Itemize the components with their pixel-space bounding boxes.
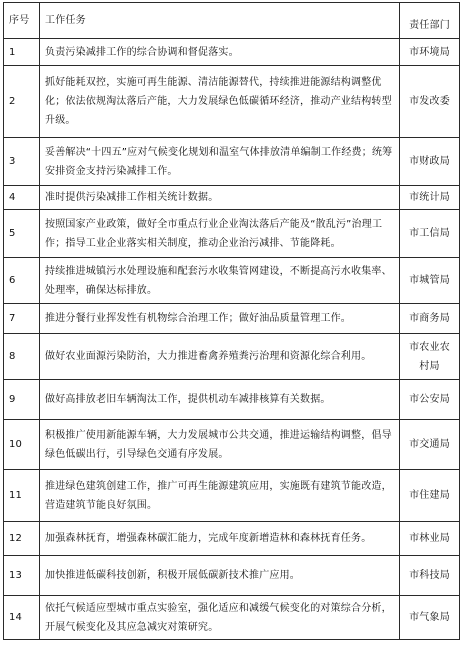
row-num: 6 xyxy=(4,258,40,304)
table-row xyxy=(4,556,460,596)
table-row xyxy=(4,596,460,640)
row-task: 准时提供污染减排工作相关统计数据。 xyxy=(40,186,400,210)
row-dept: 市环境局 xyxy=(400,39,460,66)
row-dept: 市统计局 xyxy=(400,186,460,210)
row-task: 加快推进低碳科技创新，积极开展低碳新技术推广应用。 xyxy=(40,556,400,596)
row-num: 2 xyxy=(4,66,40,138)
row-num: 7 xyxy=(4,304,40,334)
row-dept: 市住建局 xyxy=(400,470,460,522)
table-row xyxy=(4,210,460,258)
row-task: 抓好能耗双控，实施可再生能源、清洁能源替代，持续推进能源结构调整优化；依法依规淘汰落后产能，大力发展绿色低碳循环经济，推动产业结构转型升级。 xyxy=(40,66,400,138)
table-row xyxy=(4,470,460,522)
row-num: 13 xyxy=(4,556,40,596)
header-task: 工作任务 xyxy=(40,3,400,39)
table-row xyxy=(4,420,460,470)
row-task: 推进绿色建筑创建工作，推广可再生能源建筑应用，实施既有建筑节能改造，营造建筑节能良好氛围。 xyxy=(40,470,400,522)
table-row xyxy=(4,380,460,420)
row-num: 1 xyxy=(4,39,40,66)
row-num: 8 xyxy=(4,334,40,380)
row-dept: 市商务局 xyxy=(400,304,460,334)
table-row xyxy=(4,304,460,334)
task-responsibility-table xyxy=(3,2,460,640)
row-task: 妥善解决“十四五”应对气候变化规划和温室气体排放清单编制工作经费；统筹安排资金支持污染减排工作。 xyxy=(40,138,400,186)
table-row xyxy=(4,138,460,186)
row-num: 4 xyxy=(4,186,40,210)
table-row xyxy=(4,522,460,556)
table-row xyxy=(4,334,460,380)
row-task: 持续推进城镇污水处理设施和配套污水收集管网建设，不断提高污水收集率、处理率，确保达标排放。 xyxy=(40,258,400,304)
row-dept: 市工信局 xyxy=(400,210,460,258)
table-header-row xyxy=(4,3,460,39)
row-num: 14 xyxy=(4,596,40,640)
row-task: 做好农业面源污染防治，大力推进畜禽养殖粪污治理和资源化综合利用。 xyxy=(40,334,400,380)
row-task: 推进分餐行业挥发性有机物综合治理工作；做好油品质量管理工作。 xyxy=(40,304,400,334)
row-dept: 市农业农村局 xyxy=(400,334,460,380)
row-dept: 市发改委 xyxy=(400,66,460,138)
row-dept: 市气象局 xyxy=(400,596,460,640)
row-dept: 市城管局 xyxy=(400,258,460,304)
row-dept: 市科技局 xyxy=(400,556,460,596)
row-task: 加强森林抚育，增强森林碳汇能力，完成年度新增造林和森林抚育任务。 xyxy=(40,522,400,556)
row-dept: 市财政局 xyxy=(400,138,460,186)
row-dept: 市公安局 xyxy=(400,380,460,420)
row-num: 9 xyxy=(4,380,40,420)
row-task: 负责污染减排工作的综合协调和督促落实。 xyxy=(40,39,400,66)
row-task: 积极推广使用新能源车辆，大力发展城市公共交通，推进运输结构调整，倡导绿色低碳出行，引导绿色交通有序发展。 xyxy=(40,420,400,470)
table-row xyxy=(4,39,460,66)
row-num: 12 xyxy=(4,522,40,556)
row-num: 10 xyxy=(4,420,40,470)
row-dept: 市林业局 xyxy=(400,522,460,556)
header-dept: 责任部门 xyxy=(400,3,460,39)
row-task: 按照国家产业政策，做好全市重点行业企业淘汰落后产能及“散乱污”治理工作；指导工业企业落实相关制度，推动企业治污减排、节能降耗。 xyxy=(40,210,400,258)
row-num: 3 xyxy=(4,138,40,186)
table-row xyxy=(4,186,460,210)
header-num: 序号 xyxy=(4,3,40,39)
table-row xyxy=(4,258,460,304)
row-num: 11 xyxy=(4,470,40,522)
row-num: 5 xyxy=(4,210,40,258)
row-dept: 市交通局 xyxy=(400,420,460,470)
row-task: 依托气候适应型城市重点实验室，强化适应和减缓气候变化的对策综合分析，开展气候变化及其应急减灾对策研究。 xyxy=(40,596,400,640)
table-row xyxy=(4,66,460,138)
row-task: 做好高排放老旧车辆淘汰工作，提供机动车减排核算有关数据。 xyxy=(40,380,400,420)
